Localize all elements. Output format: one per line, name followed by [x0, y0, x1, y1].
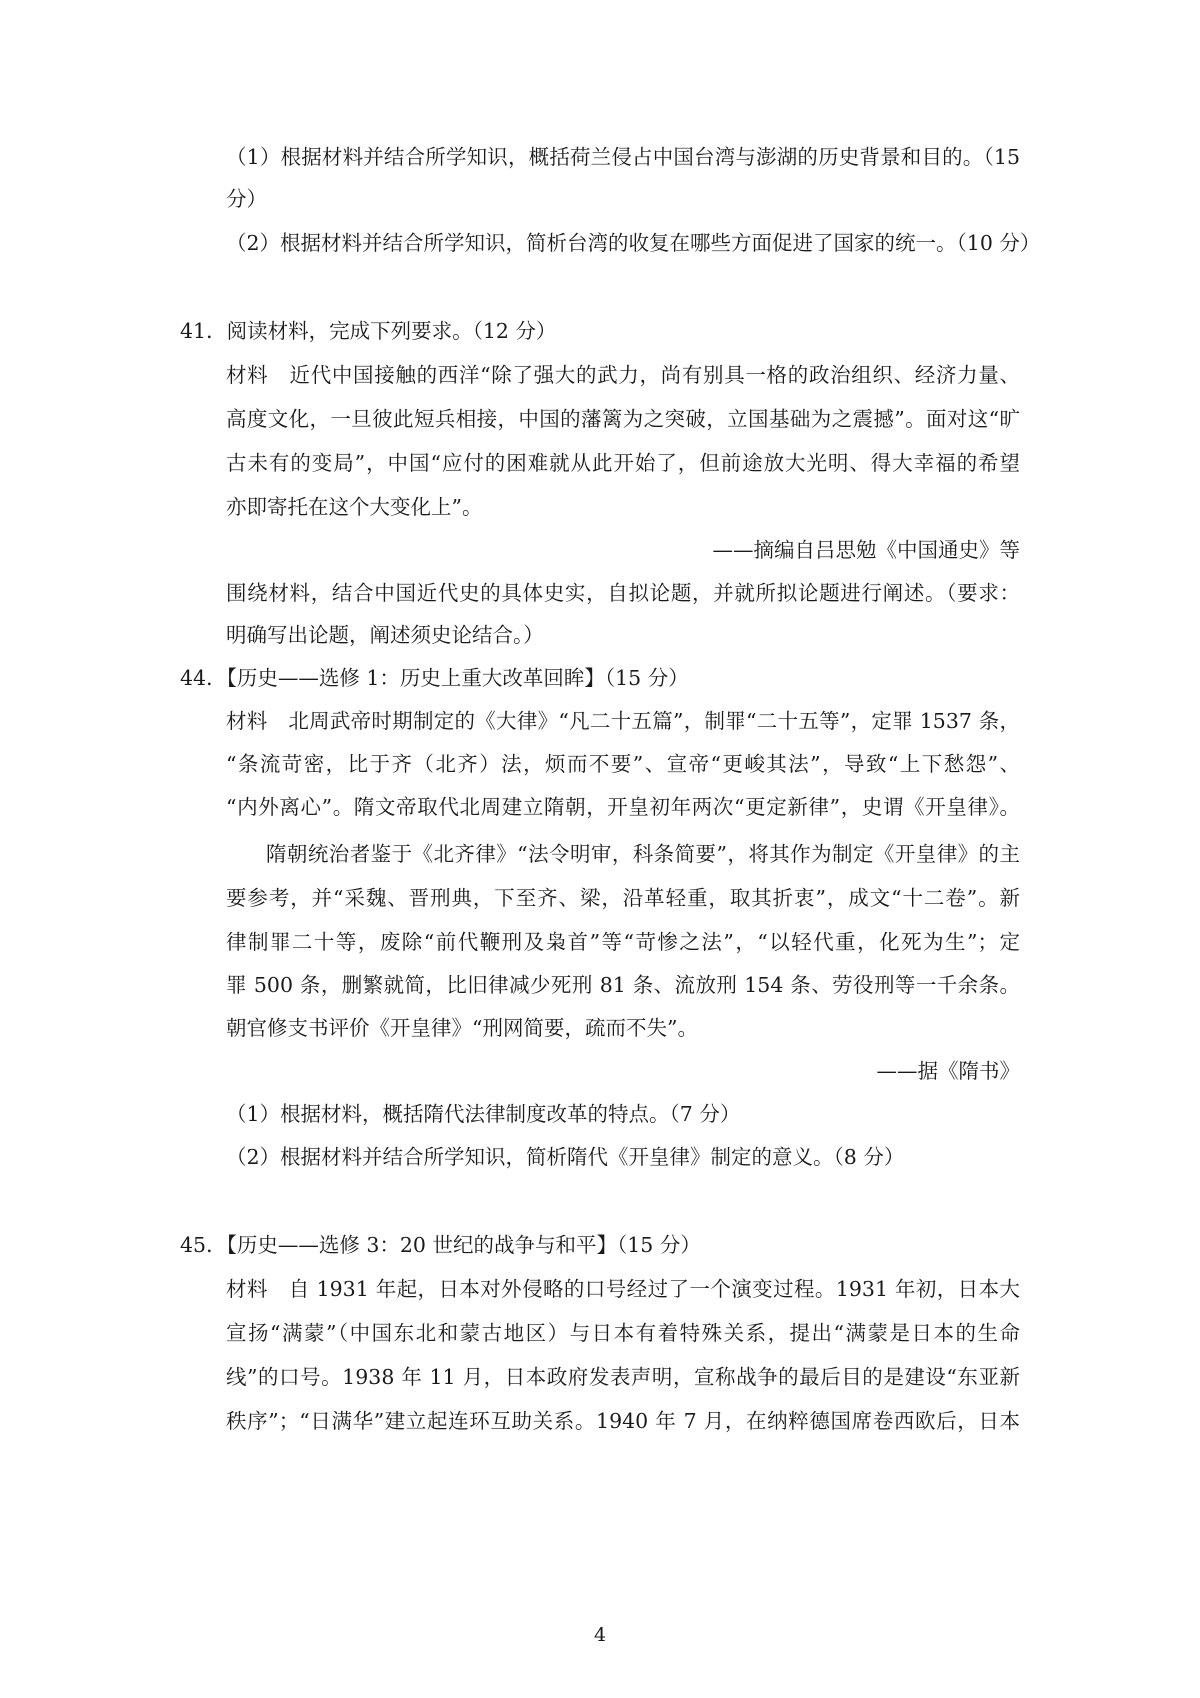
q44-material-line2: “条流苛密，比于齐（北齐）法，烦而不要”、宣帝“更峻其法”，导致“上下愁怨”、: [226, 752, 1020, 776]
q44-material-line8: 朝官修支书评价《开皇律》“刑网简要，疏而不失”。: [226, 1016, 698, 1040]
q45-material-line4: 秩序”；“日满华”建立起连环互助关系。1940 年 7 月，在纳粹德国席卷西欧后，日本: [226, 1409, 1020, 1433]
q41-material-line3: 古未有的变局”，中国“应付的困难就从此开始了，但前途放大光明、得大幸福的希望: [226, 451, 1020, 475]
q41-material-line1: 材料 近代中国接触的西洋“除了强大的武力，尚有别具一格的政治组织、经济力量、: [226, 363, 1020, 387]
q40-sub1-line1: （1）根据材料并结合所学知识，概括荷兰侵占中国台湾与澎湖的历史背景和目的。（15: [226, 145, 1020, 169]
q44-material-line5: 要参考，并“采魏、晋刑典，下至齐、梁，沿革轻重，取其折衷”，成文“十二卷”。新: [226, 886, 1020, 910]
q41-task-line1: 围绕材料，结合中国近代史的具体史实，自拟论题，并就所拟论题进行阐述。（要求：: [226, 581, 1020, 605]
q44-sub2: （2）根据材料并结合所学知识，简析隋代《开皇律》制定的意义。（8 分）: [226, 1145, 905, 1169]
q44-material-line4: 隋朝统治者鉴于《北齐律》“法令明审，科条简要”，将其作为制定《开皇律》的主: [266, 842, 1020, 866]
q41-material-line2: 高度文化，一旦彼此短兵相接，中国的藩篱为之突破，立国基础为之震撼”。面对这“旷: [226, 407, 1020, 431]
q44-material-line7: 罪 500 条，删繁就简，比旧律减少死刑 81 条、流放刑 154 条、劳役刑等一千余条。: [226, 973, 1020, 997]
q44-source: ——据《隋书》: [876, 1059, 1020, 1083]
q41-heading: 41．阅读材料，完成下列要求。（12 分）: [180, 319, 557, 343]
q44-heading: 44．【历史——选修 1：历史上重大改革回眸】（15 分）: [180, 666, 689, 690]
q41-source: ——摘编自吕思勉《中国通史》等: [712, 538, 1020, 562]
q40-sub2: （2）根据材料并结合所学知识，简析台湾的收复在哪些方面促进了国家的统一。（10 分）: [226, 231, 1041, 255]
q44-sub1: （1）根据材料，概括隋代法律制度改革的特点。（7 分）: [226, 1102, 741, 1126]
q44-material-line6: 律制罪二十等，废除“前代鞭刑及枭首”等“苛惨之法”，“以轻代重，化死为生”；定: [226, 930, 1020, 954]
q40-sub1-line2: 分）: [226, 187, 267, 211]
q45-material-line2: 宣扬“满蒙”（中国东北和蒙古地区）与日本有着特殊关系，提出“满蒙是日本的生命: [226, 1321, 1020, 1345]
q44-material-line3: “内外离心”。隋文帝取代北周建立隋朝，开皇初年两次“更定新律”，史谓《开皇律》。: [226, 795, 1020, 819]
page-number: 4: [593, 1624, 607, 1646]
q45-material-line3: 线”的口号。1938 年 11 月，日本政府发表声明，宣称战争的最后目的是建设“东亚新: [226, 1365, 1020, 1389]
q41-task-line2: 明确写出论题，阐述须史论结合。）: [226, 623, 544, 647]
q45-material-line1: 材料 自 1931 年起，日本对外侵略的口号经过了一个演变过程。1931 年初，日本大: [226, 1277, 1020, 1301]
q41-material-line4: 亦即寄托在这个大变化上”。: [226, 495, 483, 519]
q45-heading: 45．【历史——选修 3：20 世纪的战争与和平】（15 分）: [180, 1233, 701, 1257]
q44-material-line1: 材料 北周武帝时期制定的《大律》“凡二十五篇”，制罪“二十五等”，定罪 1537 条，: [226, 709, 1020, 733]
